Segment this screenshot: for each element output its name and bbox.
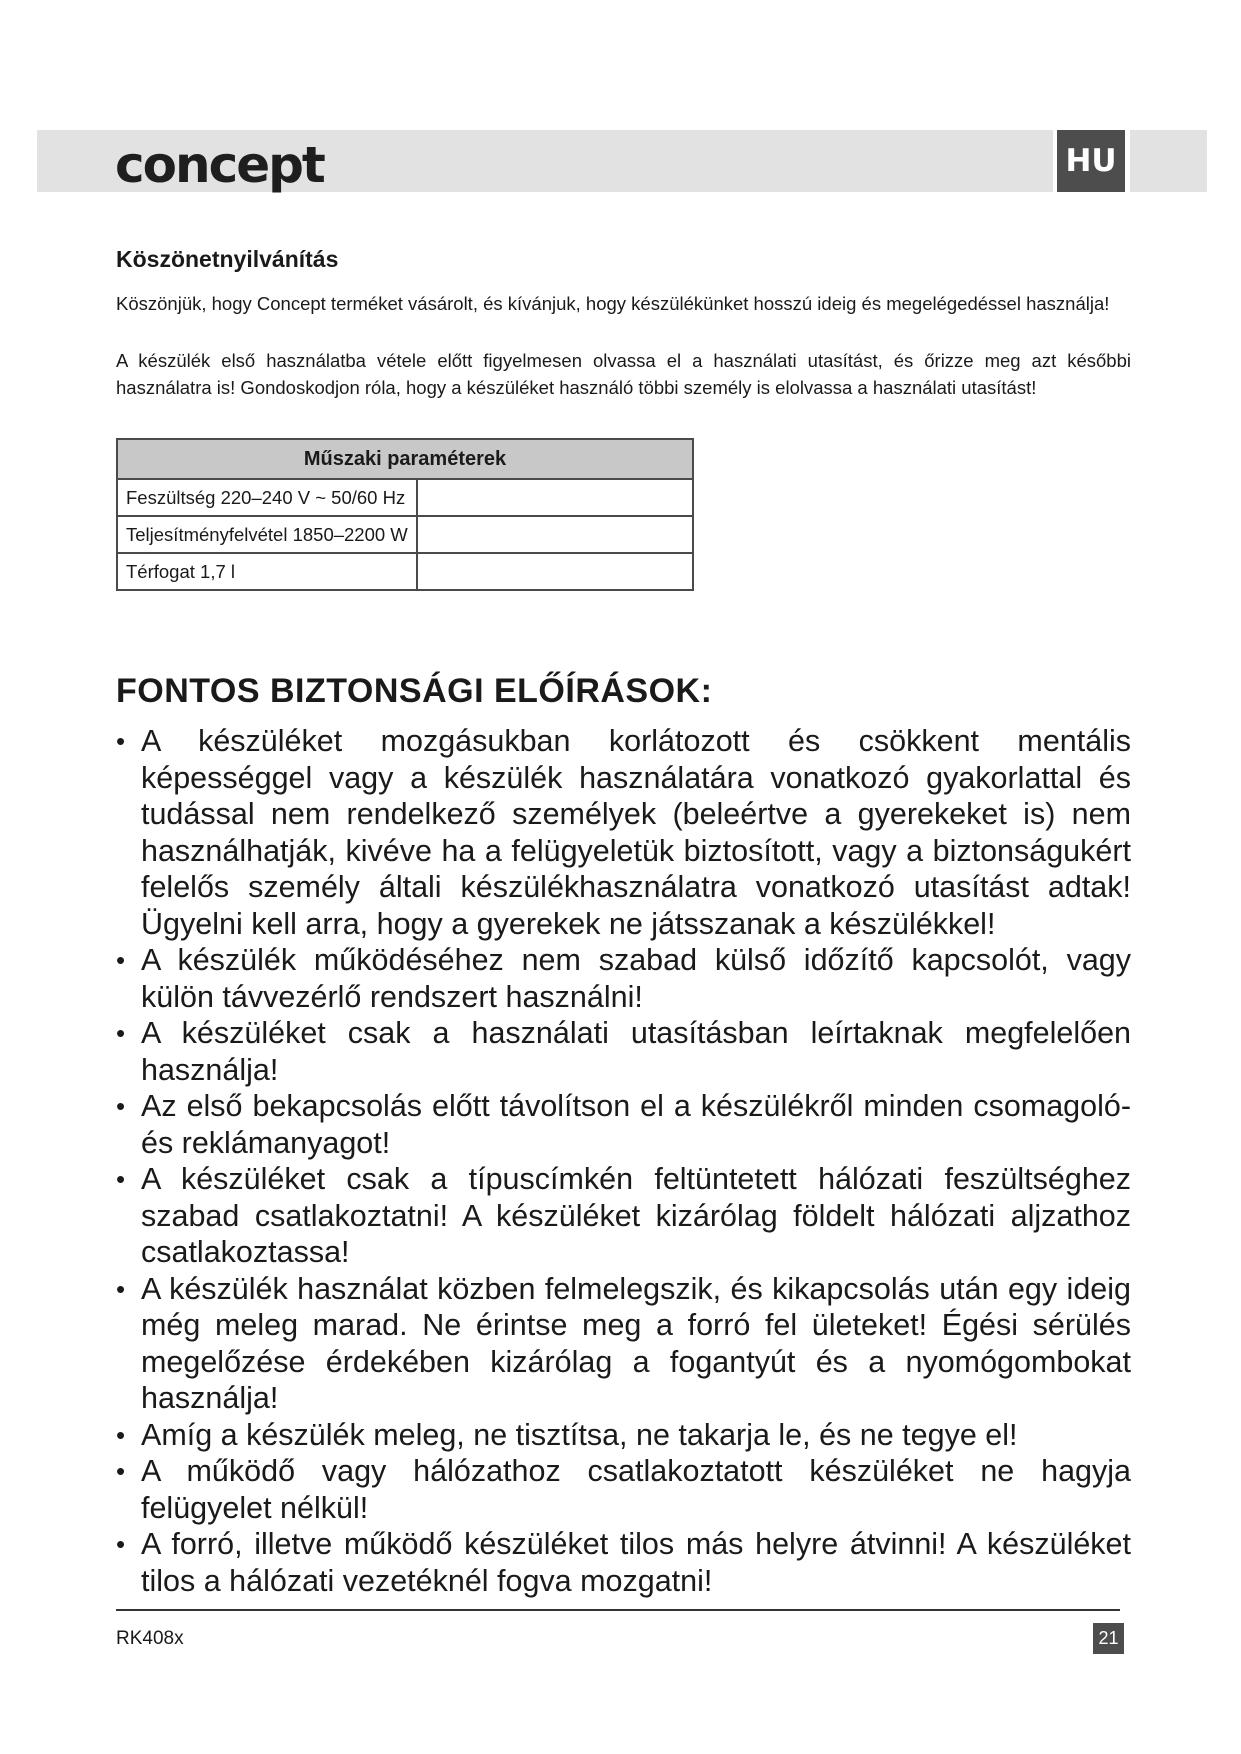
- bullet-icon: •: [116, 1529, 126, 1559]
- safety-list: [116, 723, 1131, 1599]
- acknowledgement-title: Köszönetnyilvánítás: [116, 246, 339, 272]
- safety-item-text: A készüléket csak a használati utasításban leírtaknak megfelelően használja!: [141, 1016, 1131, 1087]
- concept-logo: concept: [115, 136, 324, 194]
- bullet-icon: •: [116, 1091, 126, 1121]
- bullet-icon: •: [116, 1456, 126, 1486]
- bullet-icon: •: [116, 945, 126, 975]
- safety-item: [116, 1161, 1131, 1271]
- footer-divider: [116, 1609, 1120, 1611]
- safety-item-text: A készüléket mozgásukban korlátozott és csökkent mentális képességgel vagy a készülék használatára vonatkozó gyakorlattal és tudással nem rendelkező személyek (beleértve a gyerekeket is) nem használhatják, kivéve ha a felügyeletük biztosított, vagy a biztonságukért felelős személy általi készülékhasználatra vonatkozó utasítást adtak! Ügyelni kell arra, hogy a gyerekek ne játsszanak a készülékkel!: [141, 724, 1131, 941]
- page-number: 21: [1093, 1623, 1124, 1654]
- bullet-icon: •: [116, 1164, 126, 1194]
- safety-item: [116, 1271, 1131, 1417]
- safety-title: FONTOS BIZTONSÁGI ELŐÍRÁSOK:: [116, 672, 713, 710]
- safety-item: [116, 723, 1131, 942]
- safety-item-text: A készülék használat közben felmelegszik, és kikapcsolás után egy ideig még meleg marad. Ne érintse meg a forró fel ületeket! Égési sérülés megelőzése érdekében kizárólag a fogantyút és a nyomógombokat használja!: [141, 1271, 1131, 1415]
- spec-row: [117, 553, 693, 590]
- bullet-icon: •: [116, 1018, 126, 1048]
- spec-table: [116, 438, 694, 591]
- model-number: RK408x: [116, 1628, 184, 1649]
- safety-item: [116, 1088, 1131, 1161]
- safety-item-text: A működő vagy hálózathoz csatlakoztatott készüléket ne hagyja felügyelet nélkül!: [141, 1454, 1131, 1525]
- bullet-icon: •: [116, 726, 126, 756]
- safety-item-text: Amíg a készülék meleg, ne tisztítsa, ne takarja le, és ne tegye el!: [141, 1417, 1018, 1452]
- safety-item-text: A forró, illetve működő készüléket tilos más helyre átvinni! A készüléket tilos a hálózati vezetéknél fogva mozgatni!: [141, 1527, 1131, 1598]
- acknowledgement-paragraph: Köszönjük, hogy Concept terméket vásárolt, és kívánjuk, hogy készülékünket hosszú ideig és megelégedéssel használja!: [116, 293, 1110, 314]
- spec-cell-empty: [417, 479, 693, 516]
- spec-cell-empty: [417, 553, 693, 590]
- safety-item-text: A készüléket csak a típuscímkén feltüntetett hálózati feszültséghez szabad csatlakoztatni! A készüléket kizárólag földelt hálózati aljzathoz csatlakoztassa!: [141, 1162, 1131, 1269]
- safety-item: [116, 1526, 1131, 1599]
- spec-row: [117, 516, 693, 553]
- spec-cell-empty: [417, 516, 693, 553]
- spec-row: [117, 479, 693, 516]
- spec-power: Teljesítményfelvétel 1850–2200 W: [117, 516, 417, 553]
- header-bar-end: [1130, 130, 1207, 192]
- bullet-icon: •: [116, 1273, 126, 1304]
- safety-item: [116, 1417, 1131, 1454]
- acknowledgement-paragraph: A készülék első használatba vétele előtt figyelmesen olvassa el a használati utasítást, és őrizze meg azt későbbi használatra is! Gondoskodjon róla, hogy a készüléket használó többi személy is elolvassa a használati utasítást!: [116, 350, 1131, 398]
- safety-item: [116, 942, 1131, 1015]
- safety-item-text: Az első bekapcsolás előtt távolítson el a készülékről minden csomagoló- és reklámanyagot!: [141, 1089, 1131, 1160]
- spec-voltage: Feszültség 220–240 V ~ 50/60 Hz: [117, 479, 417, 516]
- spec-table-title: Műszaki paraméterek: [117, 439, 693, 479]
- spec-volume: Térfogat 1,7 l: [117, 553, 417, 590]
- safety-item-text: A készülék működéséhez nem szabad külső időzítő kapcsolót, vagy külön távvezérlő rendszert használni!: [141, 943, 1131, 1014]
- bullet-icon: •: [116, 1419, 126, 1450]
- safety-item: [116, 1453, 1131, 1526]
- language-badge: HU: [1057, 130, 1125, 192]
- safety-item: [116, 1015, 1131, 1088]
